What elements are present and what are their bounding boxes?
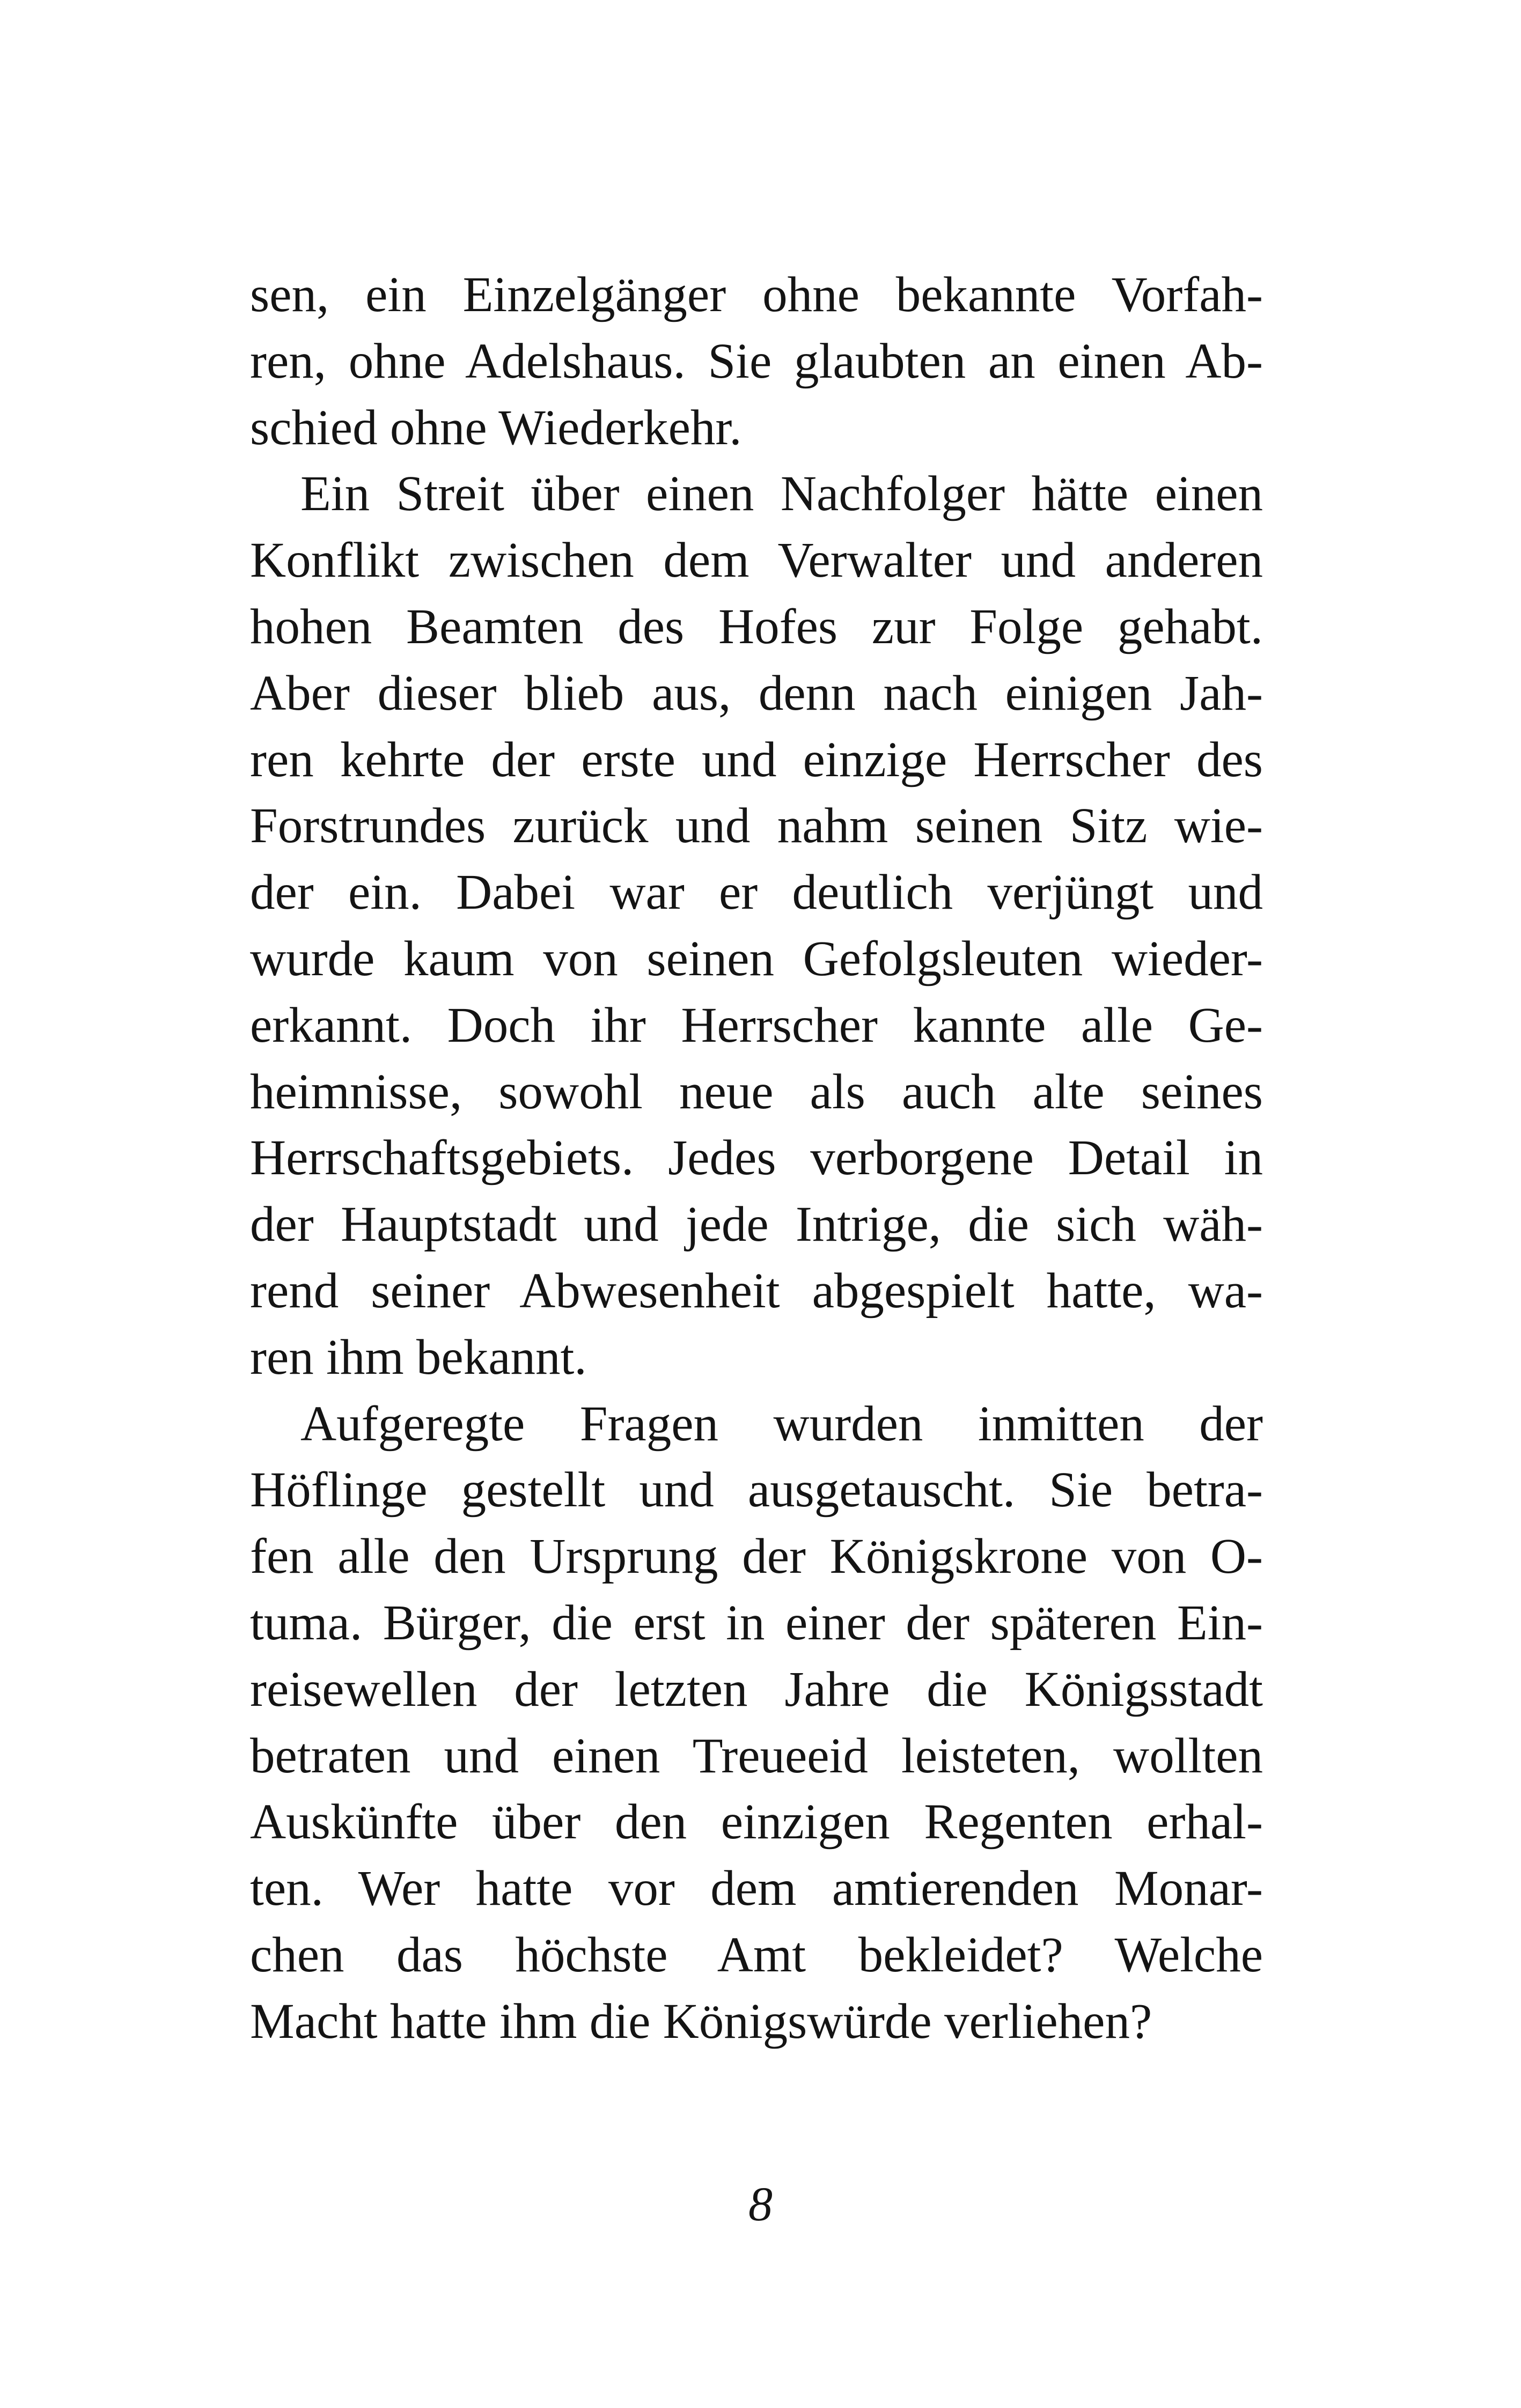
paragraph xyxy=(250,1391,1263,2055)
text-line: Konflikt zwischen dem Verwalter und anderen xyxy=(250,533,1263,588)
paragraph xyxy=(250,461,1263,1390)
text-line: tuma. Bürger, die erst in einer der späteren Ein- xyxy=(250,1595,1263,1651)
paragraph xyxy=(250,262,1263,461)
text-line: Herrschaftsgebiets. Jedes verborgene Detail in xyxy=(250,1130,1263,1186)
text-line: Auskünfte über den einzigen Regenten erhal- xyxy=(250,1794,1263,1850)
text-line: rend seiner Abwesenheit abgespielt hatte, wa- xyxy=(250,1263,1263,1319)
text-line: Forstrundes zurück und nahm seinen Sitz wie- xyxy=(250,798,1263,854)
text-line: ten. Wer hatte vor dem amtierenden Monar- xyxy=(250,1861,1263,1917)
text-line: Aber dieser blieb aus, denn nach einigen Jah- xyxy=(250,665,1263,721)
text-line: der Hauptstadt und jede Intrige, die sich wäh- xyxy=(250,1197,1263,1253)
text-line: wurde kaum von seinen Gefolgsleuten wieder- xyxy=(250,931,1263,986)
text-line: Macht hatte ihm die Königswürde verliehen? xyxy=(250,1993,1152,2049)
text-line: der ein. Dabei war er deutlich verjüngt und xyxy=(250,865,1263,921)
text-line: ren kehrte der erste und einzige Herrscher des xyxy=(250,732,1263,787)
page-number: 8 xyxy=(748,2178,773,2231)
text-line: ren, ohne Adelshaus. Sie glaubten an einen Ab- xyxy=(250,333,1263,389)
body-text xyxy=(250,262,1263,2055)
text-line: sen, ein Einzelgänger ohne bekannte Vorfah- xyxy=(250,267,1263,322)
text-line: fen alle den Ursprung der Königskrone von O- xyxy=(250,1529,1263,1585)
text-line: erkannt. Doch ihr Herrscher kannte alle Ge- xyxy=(250,997,1263,1053)
text-line: heimnisse, sowohl neue als auch alte seines xyxy=(250,1064,1263,1120)
text-line: betraten und einen Treueeid leisteten, wollten xyxy=(250,1728,1263,1784)
text-line: Aufgeregte Fragen wurden inmitten der xyxy=(300,1396,1263,1452)
text-line: hohen Beamten des Hofes zur Folge gehabt. xyxy=(250,599,1263,654)
text-line: Höflinge gestellt und ausgetauscht. Sie betra- xyxy=(250,1462,1263,1518)
text-line: schied ohne Wiederkehr. xyxy=(250,400,742,455)
text-line: reisewellen der letzten Jahre die Königsstadt xyxy=(250,1661,1263,1717)
text-line: ren ihm bekannt. xyxy=(250,1329,587,1385)
text-line: chen das höchste Amt bekleidet? Welche xyxy=(250,1927,1263,1983)
text-line: Ein Streit über einen Nachfolger hätte einen xyxy=(300,466,1263,522)
